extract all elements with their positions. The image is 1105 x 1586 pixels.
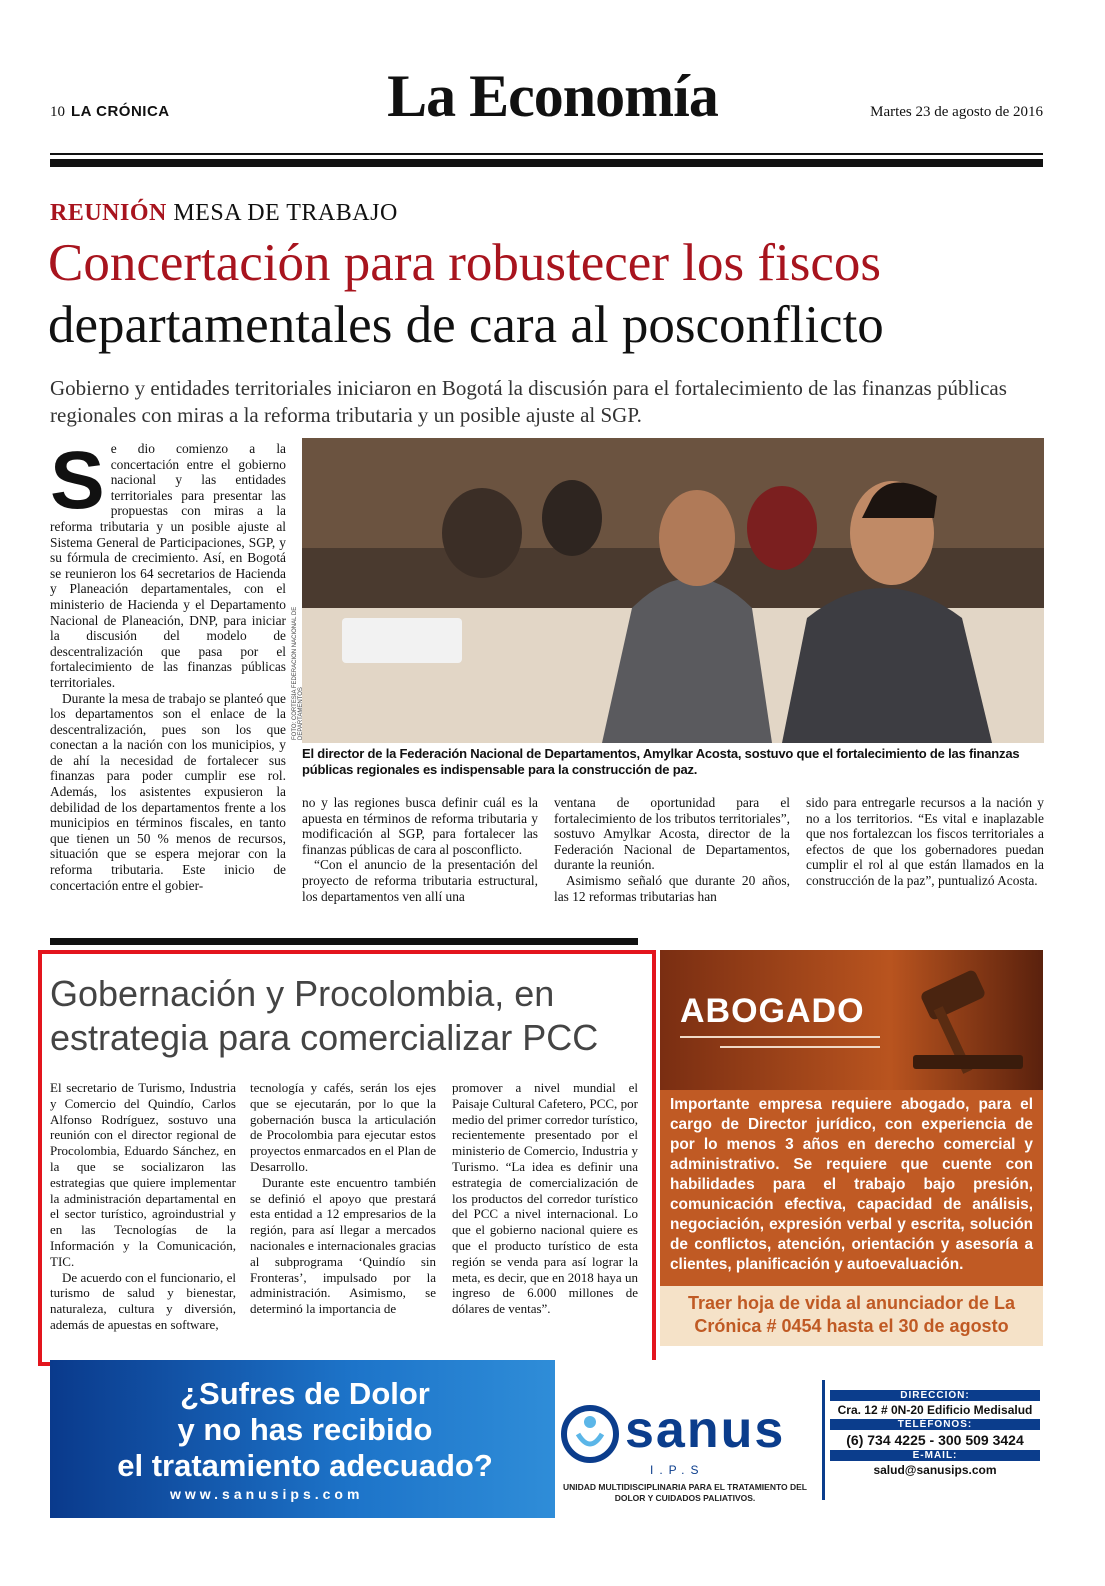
headline-line-black: departamentales de cara al posconflicto (48, 296, 884, 354)
ad-url: www.sanusips.com (170, 1486, 364, 1502)
kicker-red: REUNIÓN (50, 200, 167, 226)
article-deck: Gobierno y entidades territoriales iniciaron en Bogotá la discusión para el fortalecimiento de las finanzas públicas regionales con miras a la reforma tributaria y un posible ajuste al SGP. (50, 376, 1007, 427)
section-title: La Economía (387, 63, 718, 129)
article2-headline: Gobernación y Procolombia, en estrategia para comercializar PCC (50, 973, 599, 1058)
ad-footer: Traer hoja de vida al anunciador de La Crónica # 0454 hasta el 30 de agosto (660, 1286, 1043, 1346)
page-number: 10 (50, 104, 65, 120)
body-text: “Con el anuncio de la presentación del proyecto de reforma tributaria estructural, los departamentos ven allí una (302, 857, 538, 904)
address-label: DIRECCIÓN: (830, 1390, 1040, 1401)
ad-headline-line: y no has recibido (177, 1412, 433, 1447)
phone: (6) 734 4225 - 300 509 3424 (846, 1432, 1024, 1448)
body-text: no y las regiones busca definir cuál es la apuesta en términos de reforma tributaria y modificación al SGP, para fortalecer las finanzas públicas de cara al posconflicto. (302, 795, 538, 857)
kicker-rest: MESA DE TRABAJO (173, 200, 398, 226)
article1-column-4 (806, 795, 1044, 889)
article-photo (302, 438, 1044, 743)
headline-line-red: Concertación para robustecer los fiscos (48, 234, 881, 292)
sanus-ad-banner (50, 1360, 555, 1518)
section-separator (50, 938, 638, 945)
ad-divider (822, 1380, 825, 1500)
paper-name: LA CRÓNICA (71, 103, 170, 120)
ad-title-rule (720, 1046, 880, 1048)
article1-column-1 (50, 435, 286, 893)
dropcap: S (50, 435, 105, 526)
article2-column-3 (452, 1080, 638, 1317)
article-kicker (50, 200, 398, 227)
article2-column-2 (250, 1080, 436, 1317)
sanus-ad (50, 1360, 1043, 1518)
sanus-logo-icon (560, 1404, 620, 1464)
issue-date: Martes 23 de agosto de 2016 (870, 104, 1043, 120)
photo-credit: FOTO: CORTESÍA FEDERACIÓN NACIONAL DE DEPARTAMENTOS (292, 606, 304, 740)
sanus-logo-text: sanus (625, 1401, 786, 1459)
body-text: Durante la mesa de trabajo se planteó que los departamentos son el enlace de la descentralización, pues son los que conectan a la nación con los municipios, y de ahí la necesidad de fortalecer sus finanzas para poder cumplir ese rol. Además, los asistentes expusieron la debilidad de los departamentos frente a los municipios en términos fiscales, en tanto que tienen un 50 % menos de recursos, situación que se espera mejorar con la reforma tributaria. Este inicio de concertación entre el gobier- (50, 690, 286, 893)
ad-headline (70, 1376, 540, 1484)
gavel-icon (893, 960, 1033, 1080)
photo-caption: El director de la Federación Nacional de Departamentos, Amylkar Acosta, sostuvo que el fortalecimiento de las finanzas públicas regionales es indispensable para la construcción de paz. (302, 746, 1020, 777)
body-text: De acuerdo con el funcionario, el turismo de salud y bienestar, naturaleza, cultura y diversión, además de apuestas en software, (50, 1269, 236, 1332)
email-label: E-MAIL: (830, 1450, 1040, 1461)
body-text: promover a nivel mundial el Paisaje Cultural Cafetero, PCC, por medio del primer corredor turístico, recientemente presentado por el ministerio de Comercio, Industria y Turismo. “La idea es definir una estrategia de comercialización de los productos del corredor turístico del PCC a nivel internacional. Lo que el gobierno nacional quiere es que el producto turístico de esta región se venda para así lograr la meta, es decir, que en 2018 haya un ingreso de 6.000 millones de dólares de ventas”. (452, 1080, 638, 1317)
article2-column-1 (50, 1080, 236, 1333)
ad-body: Importante empresa requiere abogado, para el cargo de Director jurídico, con experiencia de por lo menos 3 años en derecho comercial y administrativo. Se requiere que cuente con habilidades para el trabajo bajo presión, comunicación efectiva, capacidad de análisis, negociación, expresión verbal y escrita, solución de conflictos, atención, orientación y asesoría a clientes, planificación y autoevaluación. (670, 1096, 1033, 1273)
body-text: Durante este encuentro también se definió el apoyo que prestará esta entidad a 12 empresarios de la región, para así llegar a mercados nacionales e internacionales gracias al subprograma ‘Quindío sin Fronteras’, impulsado por la administración. Asimismo, se determinó la importancia de (250, 1174, 436, 1317)
sanus-tagline: UNIDAD MULTIDISCIPLINARIA PARA EL TRATAMIENTO DEL DOLOR Y CUIDADOS PALIATIVOS. (563, 1482, 807, 1503)
meeting-photo-illustration (302, 438, 1044, 743)
body-text: ventana de oportunidad para el fortalecimiento de los tributos territoriales”, sostuvo Amylkar Acosta, director de la Federación Nacional de Departamentos, durante la reunión. (554, 795, 790, 873)
ad-title-rule (680, 1036, 880, 1038)
ad-headline-line: ¿Sufres de Dolor (180, 1376, 430, 1411)
article1-column-3 (554, 795, 790, 904)
sanus-logo-ips: I.P.S (650, 1463, 705, 1477)
body-text: El secretario de Turismo, Industria y Comercio del Quindío, Carlos Alfonso Rodríguez, sostuvo una reunión con el director regional de Procolombia, Eduardo Sánchez, en la que se socializaron las estrategias que quiere implementar la administración departamental en el sector turístico, agroindustrial y en las Tecnologías de la Información y la Comunicación, TIC. (50, 1080, 236, 1269)
article-headline (48, 232, 1058, 356)
body-text: Asimismo señaló que durante 20 años, las 12 reformas tributarias han (554, 872, 790, 904)
lawyer-ad (660, 950, 1043, 1346)
gavel-banner (660, 950, 1043, 1090)
article1-column-2 (302, 795, 538, 904)
email: salud@sanusips.com (873, 1463, 997, 1477)
body-text: sido para entregarle recursos a la nación y no a los territorios. “Es vital e inaplazable que nos fortalezcan los fiscos territoriales a efectos de que los gobernadores puedan cumplir el rol al que están llamados en la construcción de la paz”, puntualizó Acosta. (806, 795, 1044, 888)
ad-title: ABOGADO (680, 992, 865, 1030)
masthead-rule-thin (50, 153, 1043, 155)
masthead-rule-thick (50, 159, 1043, 167)
address: Cra. 12 # 0N-20 Edificio Medisalud (837, 1403, 1033, 1417)
sanus-contact (830, 1388, 1040, 1477)
ad-headline-line: el tratamiento adecuado? (117, 1448, 493, 1483)
phone-label: TELÉFONOS: (830, 1419, 1040, 1430)
body-text: e dio comienzo a la concertación entre el gobierno nacional y las entidades territoriales para presentar las propuestas con miras a la reforma tributaria y un posible ajuste al Sistema General de Participaciones, SGP, y su fórmula de crecimiento. Así, en Bogotá se reunieron los 64 secretarios de Hacienda y Planeación departamentales, con el ministerio de Hacienda y el Departamento Nacional de Planeación, DNP, para iniciar la discusión del modelo de descentralización que pasa por el fortalecimiento de las finanzas públicas territoriales. (50, 441, 286, 690)
body-text: tecnología y cafés, serán los ejes que se ejecutarán, por lo que la gobernación busca la articulación de Procolombia para ejecutar estos proyectos enmarcados en el Plan de Desarrollo. (250, 1080, 436, 1174)
